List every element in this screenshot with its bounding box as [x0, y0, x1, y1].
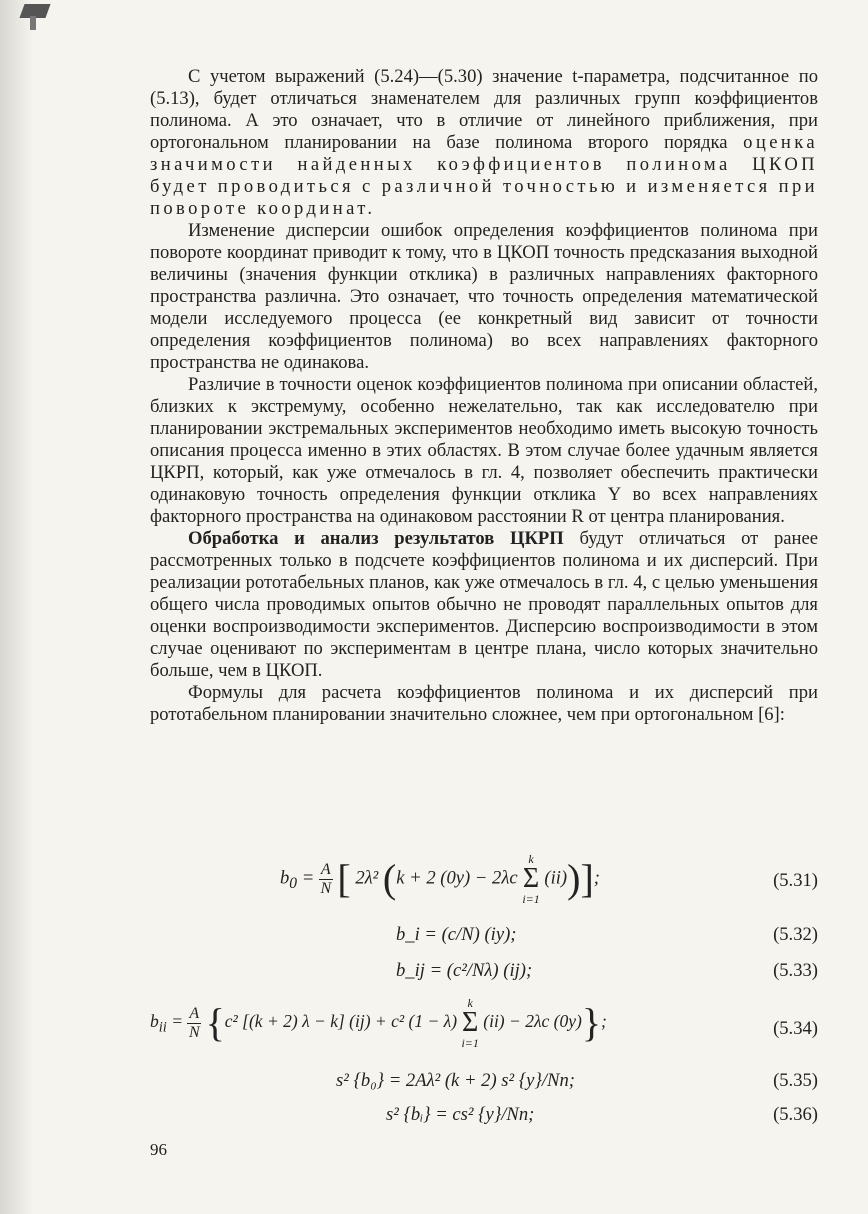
page-number: 96: [150, 1140, 167, 1159]
formula-5-31: $b_0$ = $\frac{A}{N}$ [ 2λ² (k + 2 (0y) − 2λc k Σ i=1 (ii))];: [280, 852, 600, 906]
bold-lead: Обработка и анализ результатов ЦКРП: [188, 528, 564, 549]
paragraph-5: Формулы для расчета коэффициентов полинома и их дисперсий при рототабельном планировании значительно сложнее, чем при ортогональном [6]:: [150, 682, 818, 725]
paragraph-1: С учетом выражений (5.24)—(5.30) значение t-параметра, подсчитанное по (5.13), будет отличаться знаменателем для различных групп коэффициентов полинома. А это означает, что в отличие от линейного приближения, при ортогональном планировании на базе полинома второго порядка оценка значимости найденных коэффициентов полинома ЦКОП будет проводиться с различной точностью и изменяется при повороте координат.: [150, 66, 818, 219]
formula-5-36: s² {bᵢ} = cs² {y}/Nn;: [386, 1104, 535, 1125]
formula-5-33: b_ij = (c²/Nλ) (ij);: [396, 960, 533, 981]
equation-5-31: [150, 848, 818, 910]
eq-number-5-33: (5.33): [773, 960, 818, 981]
eq-number-5-36: (5.36): [773, 1104, 818, 1125]
eq-number-5-31: (5.31): [773, 870, 818, 891]
paragraph-4: Обработка и анализ результатов ЦКРП будут отличаться от ранее рассмотренных только в подсчете коэффициентов полинома и их дисперсий. При реализации рототабельных планов, как уже отмечалось в гл. 4, с целью уменьшения общего числа проводимых опытов обычно не проводят параллельных опытов для оценки воспроизводимости экспериментов. Дисперсию воспроизводимости в этом случае оценивают по экспериментам в центре плана, число которых значительно больше, чем в ЦКОП.: [150, 528, 818, 681]
scan-corner-mark-small: [30, 16, 36, 30]
eq-number-5-35: (5.35): [773, 1070, 818, 1091]
formula-5-32: b_i = (c/N) (iy);: [396, 924, 517, 945]
formula-5-35: s² {b₀} = 2Aλ² (k + 2) s² {y}/Nn;: [336, 1070, 575, 1091]
page-gutter-shadow: [0, 0, 34, 1214]
eq-number-5-32: (5.32): [773, 924, 818, 945]
equation-5-34: [150, 984, 818, 1056]
paragraph-2: Изменение дисперсии ошибок определения коэффициентов полинома при повороте координат приводит к тому, что в ЦКОП точность предсказания выходной величины (значения функции отклика) в различных направлениях факторного пространства различна. Это означает, что точность определения математической модели исследуемого процесса (ее конкретный вид зависит от точности определения коэффициентов полинома) во всех направлениях факторного пространства не одинакова.: [150, 220, 818, 373]
paragraph-3: Различие в точности оценок коэффициентов полинома при описании областей, близких к экстремуму, особенно нежелательно, так как исследователю при планировании экстремальных экспериментов необходимо иметь высокую точность описания процесса именно в этих областях. В этом случае более удачным является ЦКРП, который, как уже отмечалось в гл. 4, позволяет обеспечить практически одинаковую точность определения функции отклика Y во всех направлениях факторного пространства на одинаковом расстоянии R от центра планирования.: [150, 374, 818, 527]
spaced-emphasis: оценка значимости найденных коэффициентов полинома ЦКОП будет проводиться с различной точностью и изменяется при повороте координат.: [150, 132, 818, 219]
text-column: [150, 66, 818, 726]
eq-number-5-34: (5.34): [773, 1018, 818, 1039]
formula-5-34: $b_{ii}$ = $\frac{A}{N}$ {c² [(k + 2) λ − k] (ij) + c² (1 − λ) k Σ i=1 (ii) − 2λc (0y)};: [150, 996, 607, 1050]
